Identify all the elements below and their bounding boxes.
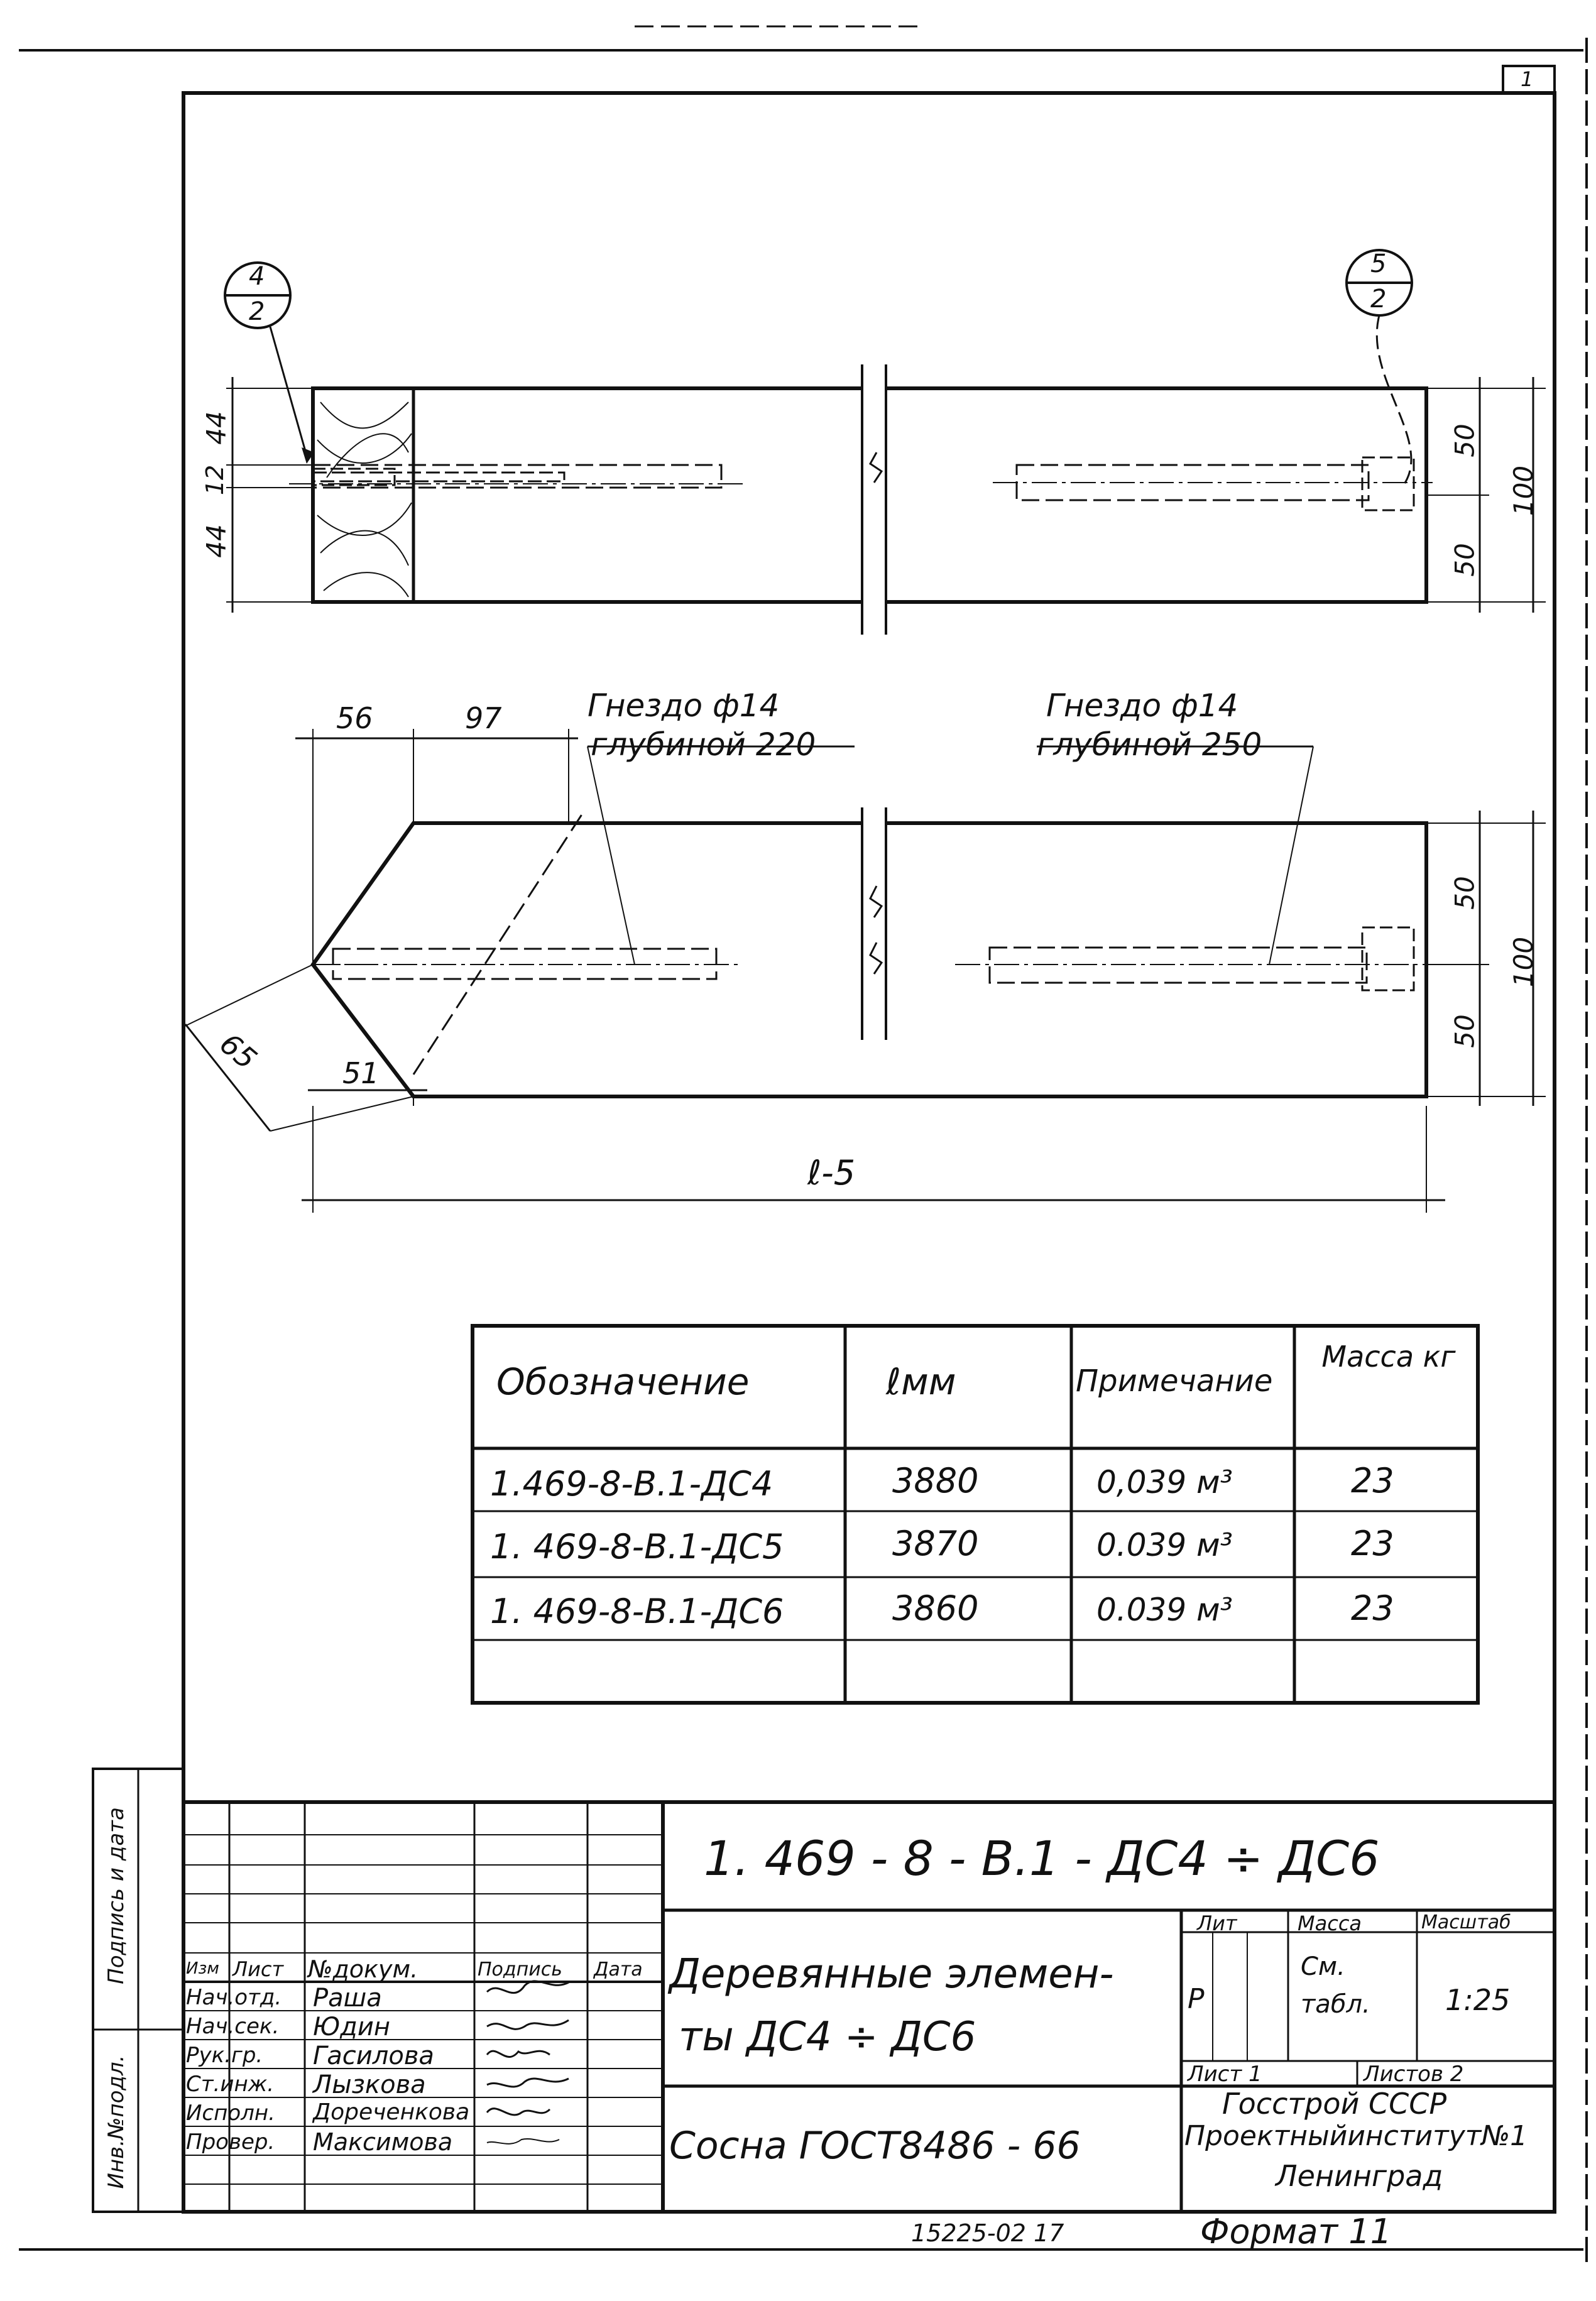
side-dim-51: 51 <box>342 1056 380 1090</box>
staff-role-4: Ст.инж. <box>186 2072 275 2097</box>
spec-row-3-designation: 1. 469-8-В.1-ДС6 <box>490 1592 784 1631</box>
sheet-number: 1 <box>1521 67 1534 91</box>
document-title-line1: Деревянные элемен- <box>669 1951 1114 1998</box>
spec-row-2-length: 3870 <box>892 1524 979 1563</box>
top-dim-right-total: 100 <box>1508 465 1539 516</box>
callout-left-top: 4 <box>249 262 265 291</box>
sheets-label: Листов 2 <box>1364 2062 1464 2087</box>
col-header-change: Изм <box>186 1959 219 1978</box>
staff-role-6: Провер. <box>186 2129 275 2155</box>
order-number: 15225-02 17 <box>911 2219 1064 2247</box>
callout-left <box>225 263 314 464</box>
org-line2: Проектныйинститут№1 <box>1184 2120 1528 2152</box>
spec-row-3-length: 3860 <box>892 1588 979 1628</box>
top-dim-left-3: 44 <box>200 524 232 558</box>
staff-name-6: Максимова <box>313 2128 453 2156</box>
top-view <box>226 352 1546 641</box>
staff-role-2: Нач.сек. <box>186 2014 280 2039</box>
top-dim-right-1: 50 <box>1449 424 1480 457</box>
col-header-doc: №докум. <box>308 1955 418 1983</box>
callout-right-bottom: 2 <box>1370 285 1387 314</box>
document-title-line2: ты ДС4 ÷ ДС6 <box>679 2014 976 2060</box>
side-dim-97: 97 <box>465 701 502 735</box>
mass-value-1: См. <box>1301 1952 1345 1981</box>
lit-label: Лит <box>1197 1911 1237 1935</box>
spec-header-note: Примечание <box>1076 1364 1273 1399</box>
col-header-date: Дата <box>594 1959 643 1981</box>
lit-value: Р <box>1188 1983 1205 2015</box>
spec-header-length: ℓмм <box>886 1360 956 1403</box>
side-dim-65: 65 <box>213 1026 264 1076</box>
signature-scribbles <box>487 1981 569 2144</box>
callout-left-bottom: 2 <box>249 297 265 326</box>
staff-name-2: Юдин <box>313 2013 390 2041</box>
top-dim-right-2: 50 <box>1449 543 1480 577</box>
side-dim-right-1: 50 <box>1449 876 1480 910</box>
socket-left-line2: глубиной 220 <box>591 726 816 763</box>
staff-name-3: Гасилова <box>313 2041 434 2070</box>
org-line1: Госстрой СССР <box>1222 2087 1447 2121</box>
top-dim-left-1: 44 <box>200 411 232 445</box>
socket-right-line2: глубиной 250 <box>1037 726 1262 763</box>
mass-label: Масса <box>1298 1911 1362 1935</box>
side-stamp-sign: Подпись и дата <box>104 1807 129 1984</box>
side-dim-right-2: 50 <box>1449 1014 1480 1048</box>
spec-row-1-note: 0,039 м³ <box>1096 1464 1233 1500</box>
col-header-sign: Подпись <box>478 1959 562 1981</box>
staff-role-3: Рук.гр. <box>186 2043 263 2068</box>
side-dim-right-total: 100 <box>1508 936 1539 988</box>
scale-value: 1:25 <box>1445 1983 1511 2017</box>
staff-name-5: Дореченкова <box>313 2099 470 2125</box>
side-dim-56: 56 <box>336 701 373 735</box>
spec-header-mass: Масса кг <box>1321 1340 1456 1374</box>
spec-row-3-note: 0.039 м³ <box>1096 1592 1233 1628</box>
spec-row-2-note: 0.039 м³ <box>1096 1527 1233 1563</box>
socket-left-line1: Гнездо ф14 <box>588 687 780 724</box>
staff-role-5: Исполн. <box>186 2101 275 2126</box>
socket-right-line1: Гнездо ф14 <box>1046 687 1238 724</box>
scale-label: Масштаб <box>1421 1911 1511 1933</box>
staff-name-1: Раша <box>313 1984 382 2013</box>
mass-value-2: табл. <box>1301 1990 1370 2019</box>
spec-header-designation: Обозначение <box>496 1360 750 1403</box>
side-view <box>182 726 1546 1213</box>
spec-row-2-mass: 23 <box>1351 1524 1394 1563</box>
spec-row-2-designation: 1. 469-8-В.1-ДС5 <box>490 1527 784 1566</box>
format-label: Формат 11 <box>1200 2212 1392 2251</box>
material-spec: Сосна ГОСТ8486 - 66 <box>669 2124 1081 2168</box>
spec-row-1-length: 3880 <box>892 1461 979 1500</box>
spec-row-3-mass: 23 <box>1351 1588 1394 1628</box>
top-dim-left-2: 12 <box>201 464 229 496</box>
spec-row-1-designation: 1.469-8-В.1-ДС4 <box>490 1464 773 1504</box>
sheet-label: Лист 1 <box>1188 2062 1262 2087</box>
col-header-sheet: Лист <box>232 1957 284 1981</box>
staff-role-1: Нач.отд. <box>186 1985 282 2010</box>
callout-right-top: 5 <box>1370 249 1387 278</box>
side-stamp-inv: Инв.№подл. <box>104 2055 129 2189</box>
document-designation: 1. 469 - 8 - В.1 - ДС4 ÷ ДС6 <box>704 1830 1380 1886</box>
staff-name-4: Лызкова <box>313 2070 426 2099</box>
org-line3: Ленинград <box>1276 2159 1443 2193</box>
overall-length-label: ℓ-5 <box>807 1153 856 1193</box>
spec-row-1-mass: 23 <box>1351 1461 1394 1500</box>
